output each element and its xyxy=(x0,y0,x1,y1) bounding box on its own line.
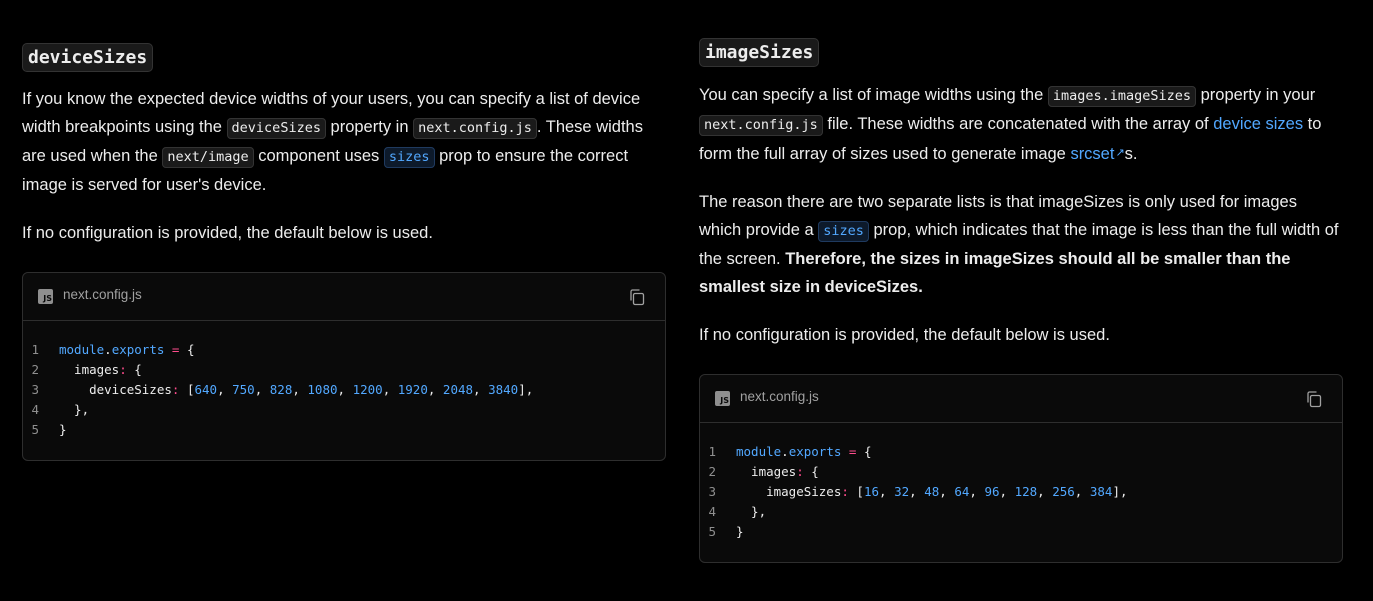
explanation-paragraph xyxy=(699,188,1343,301)
image-sizes-section xyxy=(699,0,1343,563)
code-line xyxy=(700,442,1342,462)
text: You can specify a list of image widths using the xyxy=(699,86,1048,104)
code-line xyxy=(700,522,1342,542)
code-number: 2048 xyxy=(442,382,474,397)
code-text xyxy=(736,442,871,462)
code-token: , xyxy=(217,382,233,397)
code-token: : xyxy=(796,464,804,479)
code-token: [ xyxy=(848,484,864,499)
code-text xyxy=(59,340,194,360)
text: file. These widths are concatenated with the array of xyxy=(822,115,1214,133)
code-token: , xyxy=(909,484,925,499)
code-filename: next.config.js xyxy=(740,389,819,404)
text: to form the full array of sizes used to generate image xyxy=(699,115,1322,163)
copy-icon[interactable] xyxy=(1305,390,1323,408)
external-link-icon: ↗ xyxy=(1115,147,1125,159)
code-number: 96 xyxy=(984,484,1000,499)
text: prop to ensure the correct image is served for user's device. xyxy=(22,147,629,194)
code-number: 32 xyxy=(894,484,910,499)
code-body xyxy=(700,423,1342,562)
sizes-code-link[interactable]: sizes xyxy=(384,147,435,168)
code-token: , xyxy=(382,382,398,397)
code-line xyxy=(23,360,665,380)
code-token: module xyxy=(59,342,105,357)
code-filename: next.config.js xyxy=(63,287,142,302)
code-token: , xyxy=(879,484,895,499)
section-heading: imageSizes xyxy=(699,38,819,67)
inline-code: deviceSizes xyxy=(227,118,326,139)
code-token: }, xyxy=(59,402,90,417)
default-note: If no configuration is provided, the default below is used. xyxy=(699,326,1110,344)
code-line xyxy=(700,502,1342,522)
code-token: . xyxy=(104,342,112,357)
code-text xyxy=(59,380,533,400)
inline-code: next.config.js xyxy=(699,115,823,136)
js-file-icon: JS xyxy=(38,289,53,304)
code-text xyxy=(59,360,142,380)
inline-code: images.imageSizes xyxy=(1048,86,1196,107)
line-number: 5 xyxy=(31,422,39,437)
text: component uses xyxy=(253,147,384,165)
code-token: , xyxy=(292,382,308,397)
code-token: } xyxy=(59,422,67,437)
inline-code: next/image xyxy=(162,147,253,168)
code-token: = xyxy=(164,342,187,357)
line-number: 4 xyxy=(708,504,716,519)
code-token: ], xyxy=(1112,484,1128,499)
line-number: 1 xyxy=(31,342,39,357)
code-number: 64 xyxy=(954,484,970,499)
code-line xyxy=(23,420,665,440)
code-line xyxy=(23,400,665,420)
text: The reason there are two separate lists is that imageSizes is only used for images which provide a xyxy=(699,193,1297,239)
code-text xyxy=(736,502,766,522)
code-number: 828 xyxy=(269,382,293,397)
code-block-header xyxy=(23,273,665,321)
code-number: 1200 xyxy=(352,382,383,397)
code-token: . xyxy=(781,444,789,459)
code-token: , xyxy=(1037,484,1053,499)
section-heading: deviceSizes xyxy=(22,43,153,72)
code-token: , xyxy=(427,382,443,397)
bold-text: Therefore, the sizes in imageSizes should all be smaller than the smallest size in deviceSizes. xyxy=(699,250,1291,296)
js-file-icon: JS xyxy=(715,391,730,406)
text: s. xyxy=(1124,145,1138,163)
code-token: , xyxy=(1074,484,1090,499)
code-token: } xyxy=(736,524,744,539)
code-token: { xyxy=(126,362,142,377)
code-number: 1080 xyxy=(307,382,338,397)
code-token: , xyxy=(969,484,985,499)
code-token: { xyxy=(863,444,872,459)
code-line xyxy=(700,462,1342,482)
code-token: imageSizes xyxy=(736,484,842,499)
code-number: 48 xyxy=(924,484,940,499)
line-number: 3 xyxy=(31,382,39,397)
code-token: , xyxy=(939,484,955,499)
line-number: 1 xyxy=(708,444,716,459)
code-token: , xyxy=(999,484,1015,499)
text: If you know the expected device widths of your users, you can specify a list of device width breakpoints using the xyxy=(22,90,641,136)
line-number: 5 xyxy=(708,524,716,539)
code-text xyxy=(736,462,819,482)
code-token: : xyxy=(119,362,127,377)
code-number: 640 xyxy=(194,382,218,397)
code-text xyxy=(736,482,1128,502)
code-text xyxy=(59,420,67,440)
code-text xyxy=(736,522,744,542)
inline-code: next.config.js xyxy=(413,118,537,139)
code-number: 16 xyxy=(863,484,880,499)
line-number: 2 xyxy=(708,464,716,479)
code-number: 3840 xyxy=(488,382,519,397)
code-token: exports xyxy=(788,444,842,459)
code-line xyxy=(700,482,1342,502)
code-token: [ xyxy=(179,382,195,397)
code-token: , xyxy=(254,382,270,397)
code-number: 128 xyxy=(1014,484,1038,499)
code-block-header xyxy=(700,375,1342,423)
sizes-code-link[interactable]: sizes xyxy=(818,221,869,242)
code-token: : xyxy=(841,484,849,499)
device-sizes-section xyxy=(22,0,666,461)
line-number: 2 xyxy=(31,362,39,377)
code-token: , xyxy=(337,382,353,397)
text: property in xyxy=(325,118,414,136)
srcset-link[interactable]: srcset↗ xyxy=(1070,145,1125,163)
device-sizes-link[interactable]: device sizes xyxy=(1213,115,1304,133)
code-token: images xyxy=(736,464,797,479)
copy-icon[interactable] xyxy=(628,288,646,306)
default-note: If no configuration is provided, the default below is used. xyxy=(22,224,433,242)
code-token: = xyxy=(841,444,864,459)
code-token: , xyxy=(473,382,489,397)
text: prop, which indicates that the image is less than the full width of the screen. xyxy=(699,221,1339,268)
code-number: 750 xyxy=(232,382,255,397)
code-token: }, xyxy=(736,504,767,519)
code-number: 256 xyxy=(1052,484,1075,499)
code-token: { xyxy=(186,342,195,357)
text: . These widths are used when the xyxy=(22,118,643,165)
code-token: exports xyxy=(111,342,165,357)
code-block xyxy=(22,272,666,461)
code-number: 384 xyxy=(1089,484,1113,499)
code-number: 1920 xyxy=(397,382,428,397)
code-line xyxy=(23,380,665,400)
description-paragraph xyxy=(22,85,666,199)
code-token: images xyxy=(59,362,120,377)
code-token: : xyxy=(171,382,180,397)
code-text xyxy=(59,400,89,420)
code-token: { xyxy=(803,464,819,479)
description-paragraph xyxy=(699,81,1343,168)
code-body xyxy=(23,321,665,460)
code-token: deviceSizes xyxy=(59,382,172,397)
line-number: 4 xyxy=(31,402,39,417)
code-token: ], xyxy=(518,382,534,397)
text: property in your xyxy=(1196,86,1316,104)
code-line xyxy=(23,340,665,360)
code-token: module xyxy=(736,444,782,459)
code-block xyxy=(699,374,1343,563)
line-number: 3 xyxy=(708,484,716,499)
